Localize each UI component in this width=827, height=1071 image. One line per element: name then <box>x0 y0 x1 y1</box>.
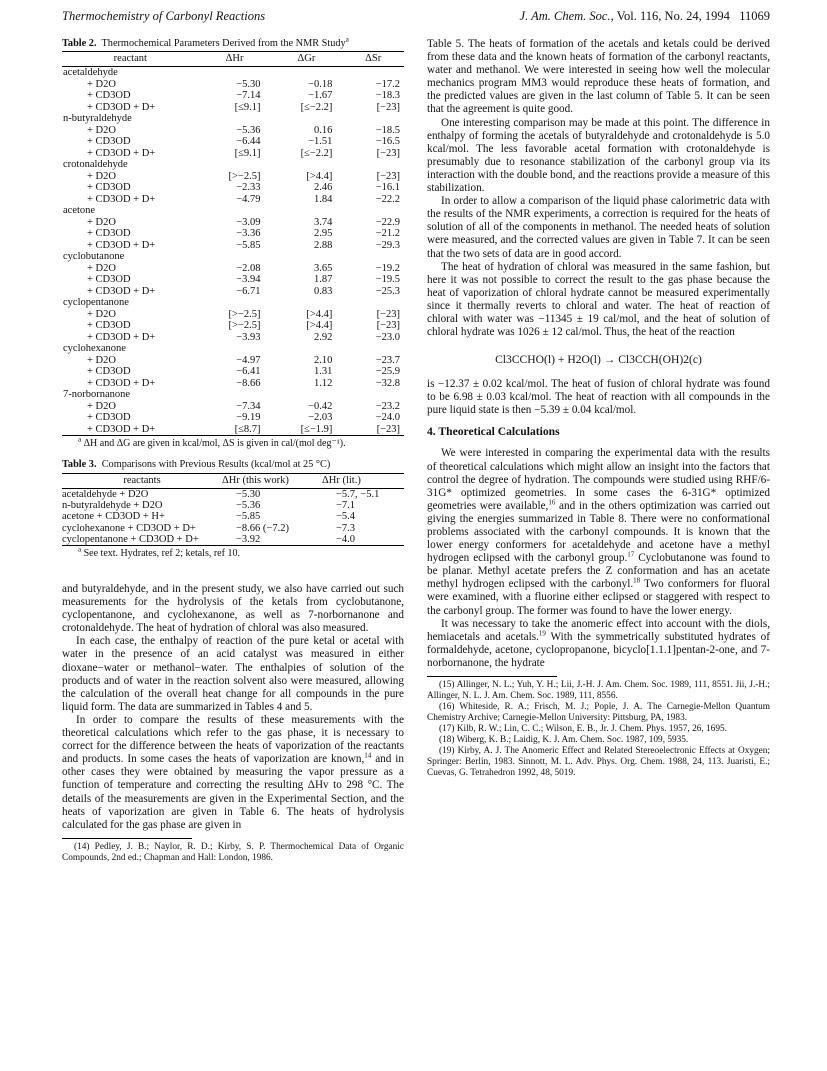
table2-value-cell: −21.2 <box>375 228 400 239</box>
right-paragraph-6a: We were interested in comparing the experimental data with the results of theoretical calculations which might allow an insight into the factors that control the degree of hydration. The compounds were studied using RHF/6-31G* optimized geometries. In some cases the 6-31G* optimized geometries were available, <box>427 447 770 512</box>
left-paragraph-3: In order to compare the results of these measurements with the theoretical calculations which refer to the gas phase, it is necessary to correct for the difference between the heats of vaporization of the reactants and products. In some cases the heats of vaporization are known,$^{14}$ and in other cases they were obtained by measuring the vapor pressure as a function of temperature and correcting the resulting ΔHv to 298 °C. The details of the measurements are given in the Experimental Section, and the heats of vaporization are given in Table 6. The heats of hydrolysis calculated for the gas phase are given in <box>62 713 404 831</box>
table2-reactant-cell: + D2O <box>87 78 116 90</box>
table2-value-cell: 1.87 <box>314 274 333 285</box>
table2-group-row <box>62 297 404 309</box>
table2-value-cell: −4.97 <box>236 354 261 366</box>
table3-value-cell: −4.0 <box>336 533 356 545</box>
footnote-16: (16) Whiteside, R. A.; Frisch, M. J.; Pople, J. A. The Carnegie-Mellon Quantum Chemistry Archive; Carnegie-Mellon University: Pittsburg, PA, 1983. <box>427 702 770 724</box>
table3-row <box>62 500 404 511</box>
table2-value-cell: −6.71 <box>236 285 261 297</box>
table2-value-cell: [>4.4] <box>306 320 333 331</box>
table2-row <box>62 424 404 436</box>
table2-group-name: 7-norbornanone <box>63 389 131 400</box>
table2-value-cell: [≤−1.9] <box>300 423 333 435</box>
table2-row <box>62 148 404 160</box>
table2-value-cell: 0.16 <box>314 124 333 136</box>
table2-reactant-cell: + CD3OD <box>87 182 131 193</box>
table2-row <box>62 274 404 286</box>
table2-group-row <box>62 159 404 171</box>
table2-value-cell: 3.65 <box>314 262 333 274</box>
left-paragraph-3b: and in other cases they were obtained by measuring the vapor pressure as a function of temperature and correcting the resulting ΔHv to 298 °C. The details of the measurements are given in the Experimental Section, and the heats of vaporization are given in Table 6. The heats of hydrolysis calculated for the gas phase are given in <box>62 753 404 831</box>
table3-footnote: $^a$ See text. Hydrates, ref 2; ketals, ref 10. <box>78 545 240 560</box>
table2-group-name: acetaldehyde <box>63 67 118 78</box>
table2-col-dS <box>342 52 404 67</box>
table3-caption-text: Comparisons with Previous Results (kcal/mol at 25 °C) <box>101 459 331 470</box>
table2-reactant-cell: + D2O <box>87 354 116 366</box>
right-paragraph-2: One interesting comparison may be made at this point. The difference in enthalpy of forming the acetals of butyraldehyde and crotonaldehyde is 5.0 kcal/mol. The less favorable acetal formation with crotonaldehyde is presumably due to resonance stabilization of the carbonyl group via its interaction with the double bond, and the reactions provide a measure of this stabilization. <box>427 116 770 195</box>
table2-value-cell: [−23] <box>376 147 400 159</box>
table2-reactant-cell: + CD3OD <box>87 228 131 239</box>
table2-value-cell: [>−2.5] <box>228 320 261 331</box>
table2-value-cell: 2.10 <box>314 354 333 366</box>
table3-value-cell: −5.7, −5.1 <box>336 489 380 500</box>
table2-row <box>62 136 404 148</box>
table2 <box>62 51 404 436</box>
footnote-15: (15) Allinger, N. L.; Yuh, Y. H.; Lii, J.-H. J. Am. Chem. Soc. 1989, 111, 8551. Jii, J.-H.; Allinger, N. L. J. Am. Chem. Soc. 1989, 111, 8556. <box>427 680 770 702</box>
table2-value-cell: [−23] <box>376 101 400 113</box>
table2-group-row <box>62 343 404 355</box>
table3-reactant-cell: cyclohexanone + CD3OD + D+ <box>62 522 196 534</box>
table2-value-cell: [≤8.7] <box>234 423 261 435</box>
table3-col-this-work: ΔHr (this work) <box>222 474 322 489</box>
table2-group-name: cyclobutanone <box>63 251 125 262</box>
table2-value-cell: [−23] <box>376 320 400 331</box>
table2-value-cell: −5.36 <box>236 124 261 136</box>
table2-reactant-cell: + CD3OD <box>87 90 131 101</box>
table2-reactant-cell: + CD3OD + D+ <box>87 101 156 113</box>
right-paragraph-3: In order to allow a comparison of the liquid phase calorimetric data with the results of the NMR experiments, a correction is required for the heats of solution of all of the components in methanol. The needed heats of solution were measured, and the corrected values are given in Table 7. It can be seen that the two sets of data are in good accord. <box>427 195 770 260</box>
table2-value-cell: −3.36 <box>236 228 261 239</box>
table2-value-cell: −22.2 <box>375 193 400 205</box>
table2-value-cell: 2.88 <box>314 239 333 251</box>
table2-group-name: crotonaldehyde <box>63 159 128 170</box>
table2-value-cell: −25.3 <box>375 285 400 297</box>
table2-value-cell: −23.0 <box>375 331 400 343</box>
table2-value-cell: [>−2.5] <box>228 308 261 320</box>
table2-value-cell: −18.5 <box>375 124 400 136</box>
table2-reactant-cell: + D2O <box>87 124 116 136</box>
table3-value-cell: −8.66 (−7.2) <box>236 522 289 534</box>
table2-value-cell: −7.14 <box>236 90 261 101</box>
footnote-rule-left <box>62 838 192 839</box>
table3-footnote-text: See text. Hydrates, ref 2; ketals, ref 10. <box>83 548 240 560</box>
table2-value-cell: −0.18 <box>308 78 333 90</box>
table2-reactant-cell: + CD3OD <box>87 274 131 285</box>
table2-label: Table 2. <box>62 38 97 49</box>
table3-caption <box>62 459 404 471</box>
table2-value-cell: −17.2 <box>375 78 400 90</box>
table2-value-cell: −25.9 <box>375 366 400 377</box>
table2-value-cell: −6.41 <box>236 366 261 377</box>
journal-citation <box>520 9 770 24</box>
table2-row <box>62 102 404 114</box>
table3-col-lit: ΔHr (lit.) <box>322 474 404 489</box>
right-paragraph-7: It was necessary to take the anomeric effect into account with the diols, hemiacetals and acetals.$^{19}$ With the symmetrically substituted hydrates of formaldehyde, acetone, cyclopropanone, bicyclo[1.1.1]pentan-2-one, and 7-norbornanone, the hydrate <box>427 617 771 669</box>
table2-value-cell: 2.95 <box>314 228 333 239</box>
table3-row <box>62 511 404 522</box>
table2-reactant-cell: + CD3OD + D+ <box>87 331 156 343</box>
running-header <box>62 9 770 29</box>
table2-col-dG <box>270 52 342 67</box>
table2-value-cell: −24.0 <box>375 412 400 423</box>
right-paragraph-6b: and in the others optimization was carried out giving the energies summarized in Table 8. There were no conformational problems associated with the carbonyl compounds. It is known that the lower energy conformers for acetaldehyde and acetone have a methyl hydrogen eclipsed with the carbonyl group. <box>427 499 770 565</box>
table2-reactant-cell: + CD3OD <box>87 366 131 377</box>
table2-row <box>62 217 404 229</box>
table2-row <box>62 412 404 424</box>
left-column <box>62 35 404 864</box>
table2-col-dS-text: ΔSr <box>365 53 382 64</box>
table2-row <box>62 366 404 378</box>
running-title: Thermochemistry of Carbonyl Reactions <box>62 9 266 23</box>
table2-value-cell: 1.12 <box>314 377 333 389</box>
table2-value-cell: −18.3 <box>375 90 400 101</box>
table2-value-cell: −23.7 <box>375 354 400 366</box>
table3 <box>62 473 404 546</box>
table2-group-row <box>62 205 404 217</box>
footnote-14: (14) Pedley, J. B.; Naylor, R. D.; Kirby, S. P. Thermochemical Data of Organic Compounds, 2nd ed.; Chapman and Hall: London, 1986. <box>62 841 404 863</box>
table2-row <box>62 228 404 240</box>
table2-caption-sup: a <box>345 35 349 44</box>
table2-group-row <box>62 251 404 263</box>
table3-reactant-cell: n-butyraldehyde + D2O <box>62 500 163 512</box>
table3-value-cell: −5.36 <box>236 500 261 512</box>
journal-volume: Vol. 116, No. 24, 1994 <box>616 9 730 23</box>
table2-value-cell: −16.5 <box>375 136 400 147</box>
table2-value-cell: −32.8 <box>375 377 400 389</box>
table2-value-cell: −2.03 <box>308 412 333 423</box>
table2-col-dH-text: ΔHr <box>225 53 244 64</box>
table2-value-cell: −19.2 <box>375 262 400 274</box>
table2-row <box>62 194 404 206</box>
table2-value-cell: −4.79 <box>236 193 261 205</box>
table3-reactant-cell: acetaldehyde + D2O <box>62 489 149 500</box>
table2-value-cell: [>−2.5] <box>228 170 261 182</box>
table2-value-cell: −2.33 <box>236 182 261 193</box>
table2-reactant-cell: + CD3OD <box>87 136 131 147</box>
table3-value-cell: −3.92 <box>236 533 261 545</box>
table2-reactant-cell: + CD3OD + D+ <box>87 377 156 389</box>
table3-body <box>62 489 404 546</box>
table2-body <box>62 67 404 436</box>
right-paragraph-1: Table 5. The heats of formation of the acetals and ketals could be derived from these data and the known heats of formation of the carbonyl reactants, water and methanol. We were interested in seeing how well the molecular mechanics program MM3 would reproduce these heats of formation, and the predicted values are given in the last column of Table 5. It can be seen that the agreement is quite good. <box>427 38 770 116</box>
table2-value-cell: −8.66 <box>236 377 261 389</box>
left-paragraph-2: In each case, the enthalpy of reaction of the pure ketal or acetal with water in the presence of an acid catalyst was measured in either dioxane−water or methanol−water. The enthalpies of solution of the products and of water in the reaction solvent also were measured, allowing the calculation of the overall heat change for all compounds in the pure liquid form. The data are summarized in Tables 4 and 5. <box>62 635 404 713</box>
table2-value-cell: −3.93 <box>236 331 261 343</box>
table2-value-cell: −19.5 <box>375 274 400 285</box>
table2-value-cell: 1.31 <box>314 366 333 377</box>
table2-reactant-cell: + CD3OD + D+ <box>87 147 156 159</box>
right-paragraph-5: is −12.37 ± 0.02 kcal/mol. The heat of fusion of chloral hydrate was found to be 6.98 ± 0.03 kcal/mol. The heat of reaction with all compounds in the pure liquid state is then −5.39 ± 0.04 kcal/mol. <box>427 378 770 417</box>
table2-value-cell: −5.85 <box>236 239 261 251</box>
table2-footnote-text: ΔH and ΔG are given in kcal/mol, ΔS is given in cal/(mol deg⁻¹). <box>83 438 346 449</box>
table2-value-cell: −9.19 <box>236 412 261 423</box>
table2-reactant-cell: + CD3OD + D+ <box>87 239 156 251</box>
journal-name: J. Am. Chem. Soc., <box>519 9 614 23</box>
table3-value-cell: −7.1 <box>336 500 356 512</box>
table2-reactant-cell: + CD3OD + D+ <box>87 285 156 297</box>
table2-group-name: acetone <box>63 205 96 216</box>
table3-reactant-cell: acetone + CD3OD + H+ <box>62 511 165 523</box>
table2-group-row <box>62 67 404 79</box>
footnote-rule-right <box>427 676 557 677</box>
table2-col-reactant: reactant <box>62 52 199 67</box>
table3-value-cell: −5.4 <box>336 511 356 523</box>
left-paragraph-1: and butyraldehyde, and in the present study, we also have carried out such measurements for the hydrolysis of the ketals from cyclobutanone, cyclopentanone, and cyclohexanone, as well as 7-norbornanone and crotonaldehyde. The heat of hydration of chloral was also measured. <box>62 583 404 635</box>
table2-value-cell: [≤9.1] <box>234 101 261 113</box>
table2-reactant-cell: + CD3OD + D+ <box>87 193 156 205</box>
table2-row <box>62 182 404 194</box>
chloral-reaction-equation: Cl3CCHO(l) + H2O(l) → Cl3CCH(OH)2(c) <box>495 353 702 367</box>
table2-value-cell: −1.51 <box>308 136 333 147</box>
table2-group-name: n-butyraldehyde <box>63 113 132 124</box>
right-column <box>427 38 770 779</box>
table2-value-cell: −16.1 <box>375 182 400 193</box>
right-paragraph-6d: Two conformers for fluoral were examined, with a fluorine either eclipsed or staggered with respect to the carbonyl group. The former was found to have the lower energy. <box>427 578 770 617</box>
table2-value-cell: 2.92 <box>314 331 333 343</box>
table2-footnote: $^a$ ΔH and ΔG are given in kcal/mol, ΔS is given in cal/(mol deg⁻¹). <box>78 435 346 449</box>
right-paragraph-6: We were interested in comparing the experimental data with the results of theoretical calculations which might allow an insight into the factors that control the degree of hydration. The compounds were studied using RHF/6-31G* optimized geometries. In some cases the 6-31G* optimized geometries were available,$^{16}$ and in the others optimization was carried out giving the energies summarized in Table 8. There were no conformational problems associated with the carbonyl compounds. It is known that the lower energy conformers for acetaldehyde and acetone have a methyl hydrogen eclipsed with the carbonyl group.$^{17}$ Cyclobutanone was found to be planar. Methyl acetate prefers the Z conformation and has an acetate methyl hydrogen eclipsed with the carbonyl.$^{18}$ Two conformers for fluoral were examined, with a fluorine either eclipsed or staggered with respect to the carbonyl group. The former was found to have the lower energy. <box>427 447 770 617</box>
footnote-17: (17) Kilb, R. W.; Lin, C. C.; Wilson, E. B., Jr. J. Chem. Phys. 1957, 26, 1695. <box>439 724 727 735</box>
table2-value-cell: −5.30 <box>236 78 261 90</box>
table3-row <box>62 534 404 546</box>
table2-row <box>62 355 404 367</box>
table2-row <box>62 309 404 321</box>
footnote-18: (18) Wiberg, K. B.; Laidig, K. J. Am. Chem. Soc. 1987, 109, 5935. <box>439 735 689 746</box>
table2-value-cell: −22.9 <box>375 216 400 228</box>
table2-value-cell: −29.3 <box>375 239 400 251</box>
table2-col-dH <box>199 52 271 67</box>
left-paragraph-3a: In order to compare the results of these measurements with the theoretical calculations which refer to the gas phase, it is necessary to correct for the difference between the heats of vaporization of the reactants and products. In some cases the heats of vaporization are known, <box>62 713 404 766</box>
table2-value-cell: [−23] <box>376 308 400 320</box>
table3-value-cell: −5.85 <box>236 511 261 523</box>
right-paragraph-7b: With the symmetrically substituted hydrates of formaldehyde, acetone, cyclopropanone, bicyclo[1.1.1]pentan-2-one, and 7-norbornanone, the hydrate <box>427 630 771 669</box>
table2-value-cell: −23.2 <box>375 400 400 412</box>
section-heading: 4. Theoretical Calculations <box>427 425 560 439</box>
table2-value-cell: [≤9.1] <box>234 147 261 159</box>
table2-row <box>62 401 404 413</box>
table2-value-cell: 1.84 <box>314 193 333 205</box>
table2-reactant-cell: + D2O <box>87 308 116 320</box>
table2-reactant-cell: + CD3OD <box>87 412 131 423</box>
table2-group-name: cyclopentanone <box>63 297 129 308</box>
table2-group-row <box>62 389 404 401</box>
table2-row <box>62 286 404 298</box>
table2-reactant-cell: + D2O <box>87 262 116 274</box>
table2-value-cell: −6.44 <box>236 136 261 147</box>
table2-value-cell: [≤−2.2] <box>300 147 333 159</box>
table2-row <box>62 90 404 102</box>
table2-value-cell: −1.67 <box>308 90 333 101</box>
table3-col-reactants: reactants <box>62 474 222 489</box>
table3-row <box>62 523 404 534</box>
table2-row <box>62 79 404 91</box>
table2-value-cell: −2.08 <box>236 262 261 274</box>
right-paragraph-6c: Cyclobutanone was found to be planar. Methyl acetate prefers the Z conformation and has an acetate methyl hydrogen eclipsed with the carbonyl. <box>427 552 770 591</box>
table2-value-cell: [−23] <box>376 423 400 435</box>
table2-group-name: cyclohexanone <box>63 343 126 354</box>
right-paragraph-4: The heat of hydration of chloral was measured in the same fashion, but here it was not possible to correct the result to the gas phase because the heat of vaporization of chloral hydrate cannot be measured experimentally since it thermally reverts to chloral and water. The heat of reaction of chloral with water was −11345 ± 19 cal/mol, and the heat of solution of chloral hydrate was 1026 ± 12 cal/mol. Thus, the heat of the reaction <box>427 260 770 339</box>
table2-value-cell: −3.94 <box>236 274 261 285</box>
table2-value-cell: 3.74 <box>314 216 333 228</box>
table3-reactant-cell: cyclopentanone + CD3OD + D+ <box>62 533 199 545</box>
table2-row <box>62 240 404 252</box>
table2-value-cell: [>4.4] <box>306 170 333 182</box>
table3-row <box>62 489 404 501</box>
table2-col-dG-text: ΔGr <box>297 53 316 64</box>
table2-reactant-cell: + CD3OD + D+ <box>87 423 156 435</box>
right-paragraph-7a: It was necessary to take the anomeric effect into account with the diols, hemiacetals and acetals. <box>427 617 770 643</box>
table2-value-cell: 2.46 <box>314 182 333 193</box>
table2-row <box>62 378 404 390</box>
table2-value-cell: [≤−2.2] <box>300 101 333 113</box>
table2-value-cell: −3.09 <box>236 216 261 228</box>
footnote-19: (19) Kirby, A. J. The Anomeric Effect and Related Stereoelectronic Effects at Oxygen; Springer: Berlin, 1983. Sinnott, M. L. Adv. Phys. Org. Chem. 1988, 24, 113. Juaristi, E.; Cuevas, G. Tetrahedron 1992, 48, 5019. <box>427 746 770 779</box>
table2-group-row <box>62 113 404 125</box>
table2-caption-text: Thermochemical Parameters Derived from the NMR Study <box>101 38 346 49</box>
table2-reactant-cell: + D2O <box>87 400 116 412</box>
table2-row <box>62 263 404 275</box>
table3-label: Table 3. <box>62 459 97 470</box>
page-number: 11069 <box>739 9 770 23</box>
table2-value-cell: −7.34 <box>236 400 261 412</box>
table2-value-cell: −0.42 <box>308 400 333 412</box>
table2-value-cell: [−23] <box>376 170 400 182</box>
table2-row <box>62 332 404 344</box>
table2-value-cell: [>4.4] <box>306 308 333 320</box>
table2-row <box>62 171 404 183</box>
table2-value-cell: 0.83 <box>314 285 333 297</box>
table2-reactant-cell: + CD3OD <box>87 320 131 331</box>
table2-row <box>62 125 404 137</box>
table2-reactant-cell: + D2O <box>87 216 116 228</box>
table2-caption <box>62 35 404 50</box>
table2-reactant-cell: + D2O <box>87 170 116 182</box>
table2-row <box>62 320 404 332</box>
table3-value-cell: −7.3 <box>336 522 356 534</box>
table3-value-cell: −5.30 <box>236 489 261 500</box>
